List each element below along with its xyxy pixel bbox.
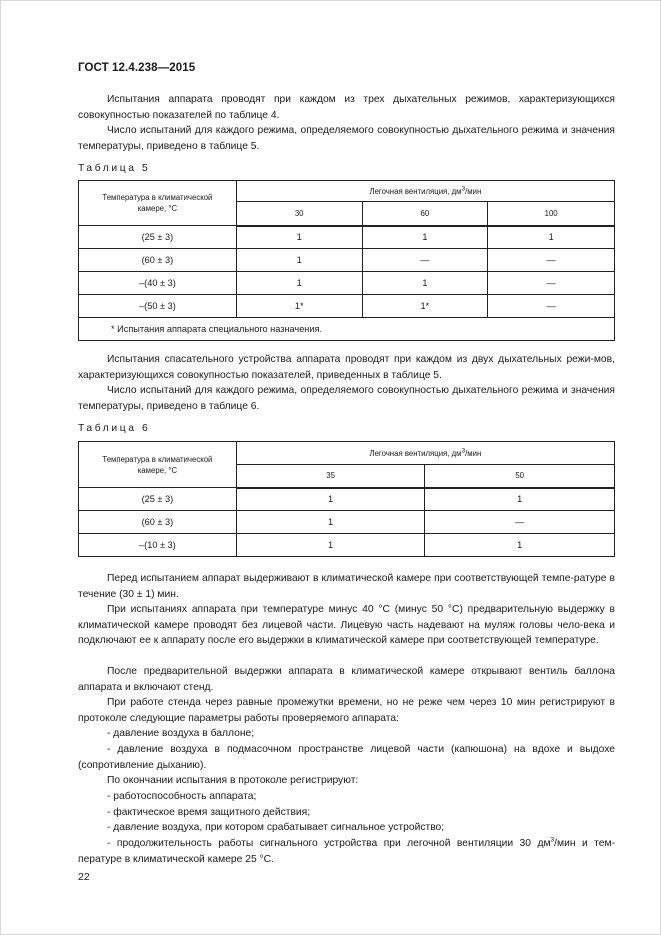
table-cell: 1 [236, 534, 425, 557]
table-cell: 1* [236, 295, 362, 318]
paragraph-text: После предварительной выдержки аппарата в климатической камере открывают вентиль баллона аппарата и включают стенд. [78, 666, 615, 693]
paragraph-test-count-t6 [78, 383, 615, 414]
table-row [79, 249, 615, 272]
table-cell: (25 ± 3) [79, 488, 237, 511]
paragraph-text: Испытания спасательного устройства аппарата проводят при каждом из двух дыхательных режи-мов, характеризующихся совокупностью показателей, приведенных в таблице 5. [78, 354, 615, 381]
table-row [79, 488, 615, 511]
table-cell: (25 ± 3) [79, 226, 237, 249]
paragraph-tests-modes [78, 92, 615, 123]
table-row [79, 272, 615, 295]
paragraph-minus40 [78, 602, 615, 649]
page-number: 22 [78, 871, 90, 883]
table5-subcol: 30 [236, 202, 362, 226]
list-item: - давление воздуха в баллоне; [107, 728, 255, 739]
table-cell: –(50 ± 3) [79, 295, 237, 318]
table-cell: — [488, 249, 615, 272]
paragraph-text: При работе стенда через равные промежутки времени, но не реже чем через 10 мин регистрируют в протоколе следующие параметры работы проверяемого аппарата: [78, 697, 615, 724]
table-cell: (60 ± 3) [79, 249, 237, 272]
table-row [79, 511, 615, 534]
list-item: - фактическое время защитного действия; [107, 806, 311, 818]
paragraph-signal-duration: - продолжительность работы сигнального устройства при легочной вентиляции 30 $дм^3$/мин и тем-пературе в климатической камере 25 °С. [78, 836, 616, 865]
paragraph-mask-pressure [78, 742, 615, 773]
paragraph-test-count-t5 [78, 123, 615, 154]
table-6 [78, 441, 615, 557]
paragraph-end-of-test [78, 773, 615, 789]
table-cell: 1 [236, 272, 362, 295]
paragraph-text: Число испытаний для каждого режима, определяемого совокупностью дыхательного режима и значения температуры, приведено в таблице 6. [78, 385, 615, 412]
table-cell: — [488, 295, 615, 318]
paragraph-text: Испытания аппарата проводят при каждом из трех дыхательных режимов, характеризующихся совокупностью показателей по таблице 4. [78, 94, 615, 121]
table5-temp-header: Температура в климатической камере, °С [79, 181, 237, 226]
table5-subcol: 60 [362, 202, 488, 226]
table-row [79, 295, 615, 318]
table-cell: (60 ± 3) [79, 511, 237, 534]
table6-vent-header: Легочная вентиляция, $дм^3$/мин [236, 442, 614, 465]
paragraph-text: При испытаниях аппарата при температуре минус 40 °С (минус 50 °С) предварительную выдержку в климатической камере проводят без лицевой части. Лицевую часть надевают на муляж головы чело-века и подключают ее к аппарату после его выдержки в климатической камере при соответствующей температуре. [78, 604, 615, 647]
table-cell: 1* [362, 295, 488, 318]
table-cell: 1 [425, 488, 615, 511]
table-5 [78, 180, 615, 341]
table5-subcol: 100 [488, 202, 615, 226]
table6-subcol: 35 [236, 465, 425, 488]
results-list [78, 789, 615, 836]
table-row [79, 534, 615, 557]
table5-caption: Таблица 5 [78, 163, 151, 174]
table-cell: 1 [425, 534, 615, 557]
table-row [79, 226, 615, 249]
table6-caption: Таблица 6 [78, 423, 151, 434]
table-cell: 1 [236, 226, 362, 249]
table-cell: 1 [362, 226, 488, 249]
table5-vent-header: Легочная вентиляция, $дм^3$/мин [236, 181, 614, 202]
table-cell: –(10 ± 3) [79, 534, 237, 557]
table-cell: — [425, 511, 615, 534]
table6-subcol: 50 [425, 465, 615, 488]
paragraph-text: По окончании испытания в протоколе регистрируют: [107, 775, 359, 786]
table-cell: — [362, 249, 488, 272]
list-item: - давление воздуха, при котором срабатывает сигнальное устройство; [107, 822, 445, 834]
paragraph-rescue-device [78, 352, 615, 383]
paragraph-text: Число испытаний для каждого режима, определяемого совокупностью дыхательного режима и значения температуры, приведено в таблице 5. [78, 125, 615, 152]
table5-footnote: * Испытания аппарата специального назначения. [79, 318, 615, 341]
table-cell: –(40 ± 3) [79, 272, 237, 295]
table-cell: — [488, 272, 615, 295]
table-cell: 1 [236, 488, 425, 511]
paragraph-open-valve [78, 664, 615, 695]
paragraph-preconditioning [78, 571, 615, 602]
document-title: ГОСТ 12.4.238—2015 [78, 62, 196, 74]
paragraph-register-params [78, 695, 615, 726]
table-cell: 1 [488, 226, 615, 249]
table-cell: 1 [236, 511, 425, 534]
table-cell: 1 [362, 272, 488, 295]
list-item: - работоспособность аппарата; [107, 791, 257, 802]
paragraph-text: - давление воздуха в подмасочном пространстве лицевой части (капюшона) на вдохе и выдохе (сопротивление дыханию). [78, 744, 615, 771]
table-cell: 1 [236, 249, 362, 272]
paragraph-text: Перед испытанием аппарат выдерживают в климатической камере при соответствующей темпе-ратуре в течение (30 ± 1) мин. [78, 573, 615, 600]
table6-temp-header: Температура в климатической камере, °С [79, 442, 237, 488]
